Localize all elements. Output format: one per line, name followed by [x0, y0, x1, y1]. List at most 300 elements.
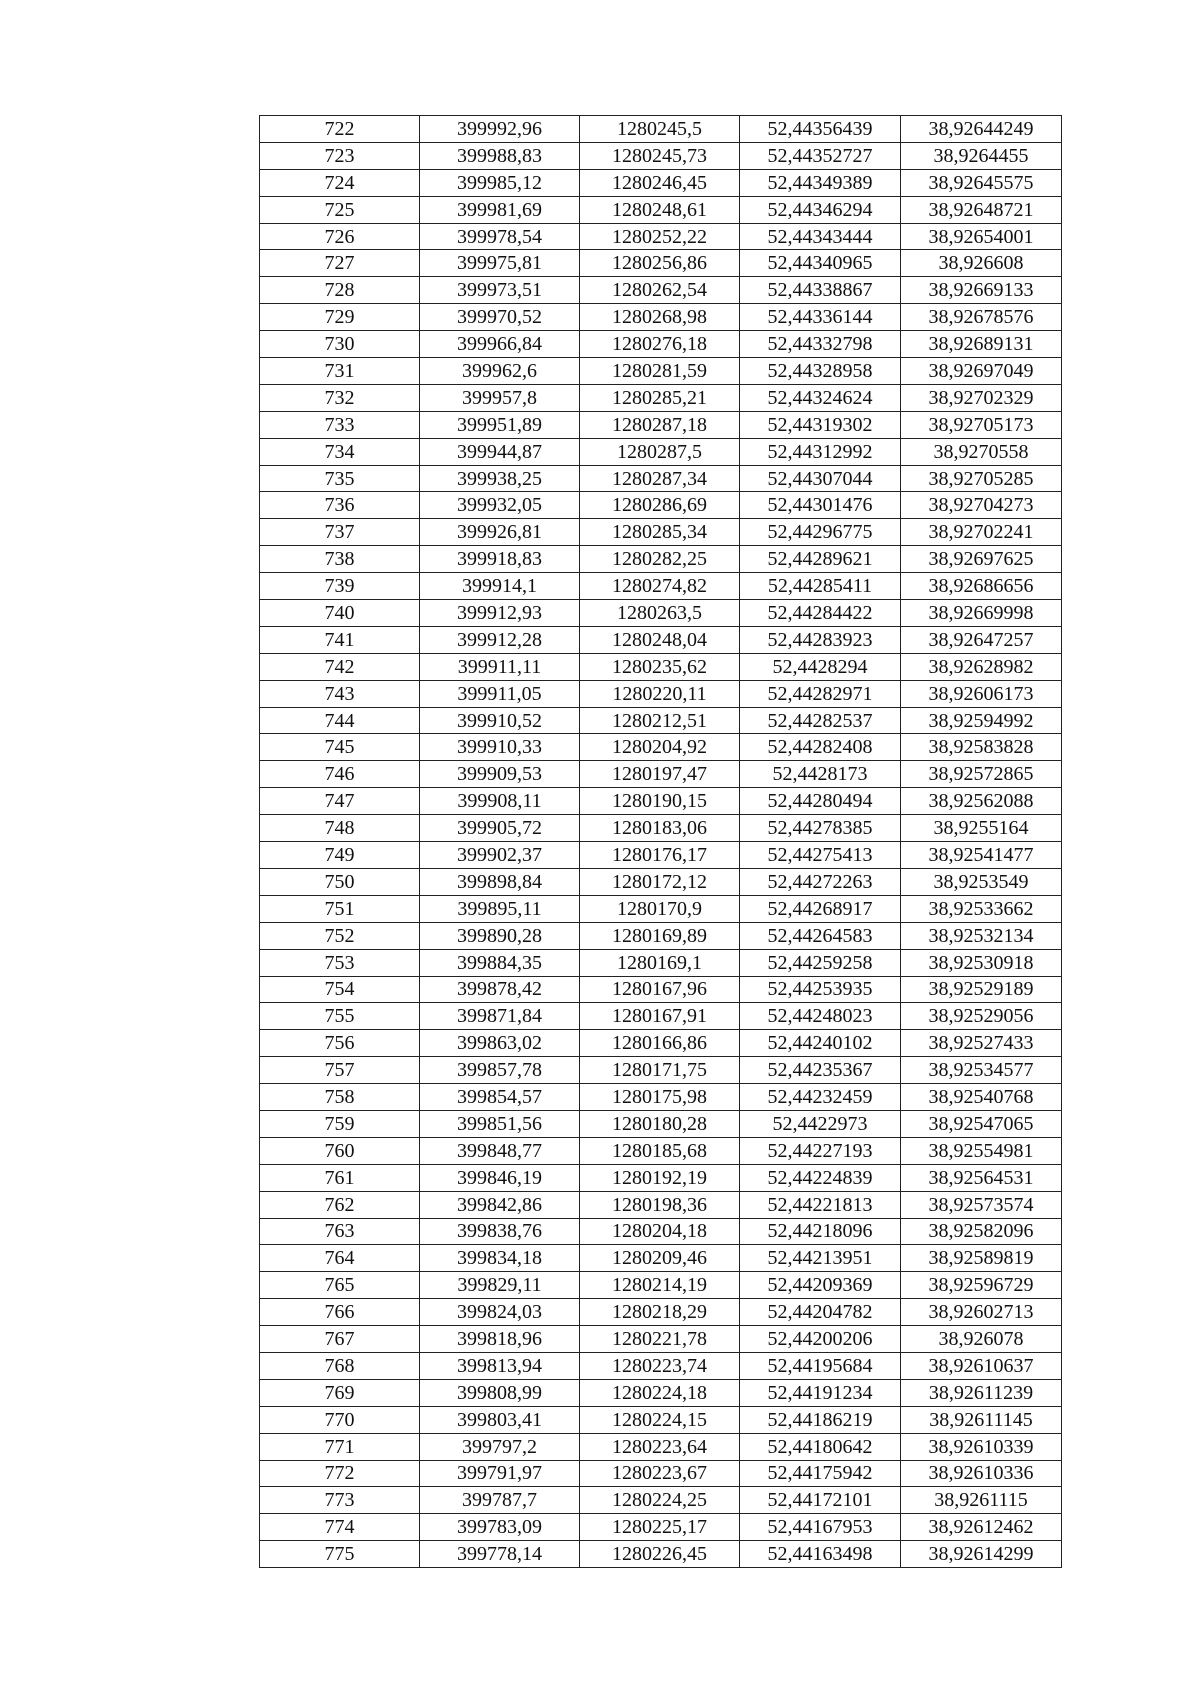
longitude-cell: 38,92611239 — [901, 1379, 1062, 1406]
point-number-cell: 762 — [260, 1191, 420, 1218]
x-coordinate-cell: 399871,84 — [420, 1003, 580, 1030]
table-row — [260, 304, 1062, 331]
y-coordinate-cell: 1280281,59 — [580, 358, 740, 385]
table-row — [260, 1541, 1062, 1568]
y-coordinate-cell: 1280169,1 — [580, 949, 740, 976]
x-coordinate-cell: 399791,97 — [420, 1460, 580, 1487]
latitude-cell: 52,44232459 — [740, 1084, 901, 1111]
x-coordinate-cell: 399918,83 — [420, 546, 580, 573]
y-coordinate-cell: 1280287,18 — [580, 411, 740, 438]
x-coordinate-cell: 399863,02 — [420, 1030, 580, 1057]
latitude-cell: 52,44227193 — [740, 1137, 901, 1164]
longitude-cell: 38,92554981 — [901, 1137, 1062, 1164]
x-coordinate-cell: 399797,2 — [420, 1433, 580, 1460]
x-coordinate-cell: 399973,51 — [420, 277, 580, 304]
latitude-cell: 52,44167953 — [740, 1514, 901, 1541]
x-coordinate-cell: 399813,94 — [420, 1352, 580, 1379]
x-coordinate-cell: 399912,93 — [420, 600, 580, 627]
x-coordinate-cell: 399910,52 — [420, 707, 580, 734]
point-number-cell: 731 — [260, 358, 420, 385]
longitude-cell: 38,92564531 — [901, 1164, 1062, 1191]
coordinates-table — [259, 115, 1062, 1568]
y-coordinate-cell: 1280287,5 — [580, 438, 740, 465]
y-coordinate-cell: 1280223,64 — [580, 1433, 740, 1460]
x-coordinate-cell: 399985,12 — [420, 169, 580, 196]
point-number-cell: 726 — [260, 223, 420, 250]
y-coordinate-cell: 1280235,62 — [580, 653, 740, 680]
y-coordinate-cell: 1280223,74 — [580, 1352, 740, 1379]
y-coordinate-cell: 1280166,86 — [580, 1030, 740, 1057]
y-coordinate-cell: 1280245,5 — [580, 116, 740, 143]
point-number-cell: 738 — [260, 546, 420, 573]
longitude-cell: 38,92533662 — [901, 895, 1062, 922]
latitude-cell: 52,44253935 — [740, 976, 901, 1003]
point-number-cell: 741 — [260, 626, 420, 653]
point-number-cell: 730 — [260, 331, 420, 358]
longitude-cell: 38,92573574 — [901, 1191, 1062, 1218]
longitude-cell: 38,92610336 — [901, 1460, 1062, 1487]
table-row — [260, 1379, 1062, 1406]
y-coordinate-cell: 1280252,22 — [580, 223, 740, 250]
longitude-cell: 38,92530918 — [901, 949, 1062, 976]
y-coordinate-cell: 1280223,67 — [580, 1460, 740, 1487]
longitude-cell: 38,92602713 — [901, 1299, 1062, 1326]
x-coordinate-cell: 399962,6 — [420, 358, 580, 385]
x-coordinate-cell: 399803,41 — [420, 1406, 580, 1433]
latitude-cell: 52,4428173 — [740, 761, 901, 788]
y-coordinate-cell: 1280286,69 — [580, 492, 740, 519]
table-row — [260, 465, 1062, 492]
y-coordinate-cell: 1280169,89 — [580, 922, 740, 949]
longitude-cell: 38,92606173 — [901, 680, 1062, 707]
longitude-cell: 38,92534577 — [901, 1057, 1062, 1084]
table-row — [260, 196, 1062, 223]
point-number-cell: 771 — [260, 1433, 420, 1460]
point-number-cell: 727 — [260, 250, 420, 277]
table-row — [260, 169, 1062, 196]
table-row — [260, 842, 1062, 869]
point-number-cell: 739 — [260, 573, 420, 600]
latitude-cell: 52,44235367 — [740, 1057, 901, 1084]
table-row — [260, 868, 1062, 895]
table-row — [260, 411, 1062, 438]
longitude-cell: 38,92589819 — [901, 1245, 1062, 1272]
x-coordinate-cell: 399878,42 — [420, 976, 580, 1003]
latitude-cell: 52,44289621 — [740, 546, 901, 573]
longitude-cell: 38,92610637 — [901, 1352, 1062, 1379]
point-number-cell: 756 — [260, 1030, 420, 1057]
table-row — [260, 600, 1062, 627]
point-number-cell: 725 — [260, 196, 420, 223]
table-row — [260, 1003, 1062, 1030]
latitude-cell: 52,44175942 — [740, 1460, 901, 1487]
y-coordinate-cell: 1280180,28 — [580, 1110, 740, 1137]
latitude-cell: 52,44356439 — [740, 116, 901, 143]
x-coordinate-cell: 399898,84 — [420, 868, 580, 895]
y-coordinate-cell: 1280175,98 — [580, 1084, 740, 1111]
longitude-cell: 38,92669133 — [901, 277, 1062, 304]
x-coordinate-cell: 399914,1 — [420, 573, 580, 600]
longitude-cell: 38,9253549 — [901, 868, 1062, 895]
x-coordinate-cell: 399951,89 — [420, 411, 580, 438]
longitude-cell: 38,92611145 — [901, 1406, 1062, 1433]
table-row — [260, 1137, 1062, 1164]
y-coordinate-cell: 1280226,45 — [580, 1541, 740, 1568]
y-coordinate-cell: 1280246,45 — [580, 169, 740, 196]
point-number-cell: 764 — [260, 1245, 420, 1272]
y-coordinate-cell: 1280245,73 — [580, 142, 740, 169]
latitude-cell: 52,44248023 — [740, 1003, 901, 1030]
point-number-cell: 737 — [260, 519, 420, 546]
y-coordinate-cell: 1280262,54 — [580, 277, 740, 304]
table-row — [260, 116, 1062, 143]
point-number-cell: 750 — [260, 868, 420, 895]
longitude-cell: 38,92702241 — [901, 519, 1062, 546]
point-number-cell: 743 — [260, 680, 420, 707]
table-row — [260, 1460, 1062, 1487]
longitude-cell: 38,9261115 — [901, 1487, 1062, 1514]
y-coordinate-cell: 1280224,15 — [580, 1406, 740, 1433]
table-row — [260, 1245, 1062, 1272]
y-coordinate-cell: 1280192,19 — [580, 1164, 740, 1191]
table-row — [260, 1110, 1062, 1137]
latitude-cell: 52,44343444 — [740, 223, 901, 250]
table-row — [260, 653, 1062, 680]
point-number-cell: 740 — [260, 600, 420, 627]
longitude-cell: 38,926608 — [901, 250, 1062, 277]
x-coordinate-cell: 399902,37 — [420, 842, 580, 869]
point-number-cell: 775 — [260, 1541, 420, 1568]
y-coordinate-cell: 1280220,11 — [580, 680, 740, 707]
latitude-cell: 52,44338867 — [740, 277, 901, 304]
y-coordinate-cell: 1280167,91 — [580, 1003, 740, 1030]
latitude-cell: 52,44285411 — [740, 573, 901, 600]
longitude-cell: 38,92529056 — [901, 1003, 1062, 1030]
table-row — [260, 573, 1062, 600]
latitude-cell: 52,44272263 — [740, 868, 901, 895]
x-coordinate-cell: 399842,86 — [420, 1191, 580, 1218]
latitude-cell: 52,44186219 — [740, 1406, 901, 1433]
point-number-cell: 767 — [260, 1326, 420, 1353]
x-coordinate-cell: 399975,81 — [420, 250, 580, 277]
latitude-cell: 52,44312992 — [740, 438, 901, 465]
y-coordinate-cell: 1280263,5 — [580, 600, 740, 627]
table-row — [260, 142, 1062, 169]
x-coordinate-cell: 399851,56 — [420, 1110, 580, 1137]
x-coordinate-cell: 399978,54 — [420, 223, 580, 250]
longitude-cell: 38,92702329 — [901, 384, 1062, 411]
latitude-cell: 52,44264583 — [740, 922, 901, 949]
point-number-cell: 751 — [260, 895, 420, 922]
x-coordinate-cell: 399890,28 — [420, 922, 580, 949]
point-number-cell: 773 — [260, 1487, 420, 1514]
y-coordinate-cell: 1280209,46 — [580, 1245, 740, 1272]
longitude-cell: 38,92582096 — [901, 1218, 1062, 1245]
point-number-cell: 759 — [260, 1110, 420, 1137]
table-row — [260, 1164, 1062, 1191]
longitude-cell: 38,92547065 — [901, 1110, 1062, 1137]
table-row — [260, 895, 1062, 922]
latitude-cell: 52,4428294 — [740, 653, 901, 680]
x-coordinate-cell: 399778,14 — [420, 1541, 580, 1568]
latitude-cell: 52,44328958 — [740, 358, 901, 385]
point-number-cell: 746 — [260, 761, 420, 788]
longitude-cell: 38,92705173 — [901, 411, 1062, 438]
x-coordinate-cell: 399938,25 — [420, 465, 580, 492]
latitude-cell: 52,44240102 — [740, 1030, 901, 1057]
y-coordinate-cell: 1280224,25 — [580, 1487, 740, 1514]
latitude-cell: 52,44204782 — [740, 1299, 901, 1326]
y-coordinate-cell: 1280285,21 — [580, 384, 740, 411]
table-row — [260, 1272, 1062, 1299]
point-number-cell: 752 — [260, 922, 420, 949]
x-coordinate-cell: 399944,87 — [420, 438, 580, 465]
longitude-cell: 38,92647257 — [901, 626, 1062, 653]
point-number-cell: 736 — [260, 492, 420, 519]
x-coordinate-cell: 399992,96 — [420, 116, 580, 143]
longitude-cell: 38,92669998 — [901, 600, 1062, 627]
table-row — [260, 1433, 1062, 1460]
point-number-cell: 749 — [260, 842, 420, 869]
x-coordinate-cell: 399970,52 — [420, 304, 580, 331]
latitude-cell: 52,44283923 — [740, 626, 901, 653]
table-row — [260, 519, 1062, 546]
y-coordinate-cell: 1280268,98 — [580, 304, 740, 331]
longitude-cell: 38,92705285 — [901, 465, 1062, 492]
latitude-cell: 52,44195684 — [740, 1352, 901, 1379]
table-row — [260, 331, 1062, 358]
longitude-cell: 38,92541477 — [901, 842, 1062, 869]
latitude-cell: 52,4422973 — [740, 1110, 901, 1137]
x-coordinate-cell: 399966,84 — [420, 331, 580, 358]
latitude-cell: 52,44336144 — [740, 304, 901, 331]
latitude-cell: 52,44346294 — [740, 196, 901, 223]
longitude-cell: 38,92654001 — [901, 223, 1062, 250]
y-coordinate-cell: 1280221,78 — [580, 1326, 740, 1353]
table-row — [260, 1299, 1062, 1326]
x-coordinate-cell: 399988,83 — [420, 142, 580, 169]
y-coordinate-cell: 1280276,18 — [580, 331, 740, 358]
x-coordinate-cell: 399818,96 — [420, 1326, 580, 1353]
table-row — [260, 707, 1062, 734]
latitude-cell: 52,44280494 — [740, 788, 901, 815]
y-coordinate-cell: 1280224,18 — [580, 1379, 740, 1406]
point-number-cell: 768 — [260, 1352, 420, 1379]
latitude-cell: 52,44163498 — [740, 1541, 901, 1568]
point-number-cell: 774 — [260, 1514, 420, 1541]
x-coordinate-cell: 399857,78 — [420, 1057, 580, 1084]
longitude-cell: 38,92614299 — [901, 1541, 1062, 1568]
latitude-cell: 52,44282971 — [740, 680, 901, 707]
x-coordinate-cell: 399848,77 — [420, 1137, 580, 1164]
latitude-cell: 52,44324624 — [740, 384, 901, 411]
x-coordinate-cell: 399911,11 — [420, 653, 580, 680]
coordinates-table-body — [260, 116, 1062, 1568]
table-row — [260, 1326, 1062, 1353]
y-coordinate-cell: 1280204,18 — [580, 1218, 740, 1245]
y-coordinate-cell: 1280176,17 — [580, 842, 740, 869]
y-coordinate-cell: 1280225,17 — [580, 1514, 740, 1541]
x-coordinate-cell: 399909,53 — [420, 761, 580, 788]
x-coordinate-cell: 399895,11 — [420, 895, 580, 922]
y-coordinate-cell: 1280274,82 — [580, 573, 740, 600]
table-row — [260, 1057, 1062, 1084]
table-row — [260, 1406, 1062, 1433]
point-number-cell: 728 — [260, 277, 420, 304]
latitude-cell: 52,44284422 — [740, 600, 901, 627]
point-number-cell: 723 — [260, 142, 420, 169]
point-number-cell: 772 — [260, 1460, 420, 1487]
table-row — [260, 976, 1062, 1003]
longitude-cell: 38,92628982 — [901, 653, 1062, 680]
y-coordinate-cell: 1280218,29 — [580, 1299, 740, 1326]
point-number-cell: 722 — [260, 116, 420, 143]
y-coordinate-cell: 1280256,86 — [580, 250, 740, 277]
table-row — [260, 250, 1062, 277]
latitude-cell: 52,44221813 — [740, 1191, 901, 1218]
point-number-cell: 742 — [260, 653, 420, 680]
y-coordinate-cell: 1280183,06 — [580, 815, 740, 842]
table-row — [260, 546, 1062, 573]
latitude-cell: 52,44268917 — [740, 895, 901, 922]
x-coordinate-cell: 399787,7 — [420, 1487, 580, 1514]
point-number-cell: 744 — [260, 707, 420, 734]
longitude-cell: 38,92697049 — [901, 358, 1062, 385]
x-coordinate-cell: 399834,18 — [420, 1245, 580, 1272]
table-row — [260, 358, 1062, 385]
y-coordinate-cell: 1280214,19 — [580, 1272, 740, 1299]
longitude-cell: 38,92529189 — [901, 976, 1062, 1003]
longitude-cell: 38,92648721 — [901, 196, 1062, 223]
y-coordinate-cell: 1280248,61 — [580, 196, 740, 223]
point-number-cell: 754 — [260, 976, 420, 1003]
y-coordinate-cell: 1280170,9 — [580, 895, 740, 922]
point-number-cell: 761 — [260, 1164, 420, 1191]
latitude-cell: 52,44352727 — [740, 142, 901, 169]
table-row — [260, 1487, 1062, 1514]
table-row — [260, 922, 1062, 949]
point-number-cell: 766 — [260, 1299, 420, 1326]
point-number-cell: 729 — [260, 304, 420, 331]
point-number-cell: 735 — [260, 465, 420, 492]
longitude-cell: 38,92527433 — [901, 1030, 1062, 1057]
table-row — [260, 949, 1062, 976]
point-number-cell: 732 — [260, 384, 420, 411]
table-row — [260, 1352, 1062, 1379]
point-number-cell: 753 — [260, 949, 420, 976]
x-coordinate-cell: 399854,57 — [420, 1084, 580, 1111]
x-coordinate-cell: 399783,09 — [420, 1514, 580, 1541]
y-coordinate-cell: 1280198,36 — [580, 1191, 740, 1218]
longitude-cell: 38,92562088 — [901, 788, 1062, 815]
point-number-cell: 733 — [260, 411, 420, 438]
table-row — [260, 1218, 1062, 1245]
table-row — [260, 1030, 1062, 1057]
table-row — [260, 492, 1062, 519]
y-coordinate-cell: 1280212,51 — [580, 707, 740, 734]
x-coordinate-cell: 399908,11 — [420, 788, 580, 815]
longitude-cell: 38,92612462 — [901, 1514, 1062, 1541]
longitude-cell: 38,92697625 — [901, 546, 1062, 573]
table-row — [260, 788, 1062, 815]
latitude-cell: 52,44224839 — [740, 1164, 901, 1191]
point-number-cell: 734 — [260, 438, 420, 465]
longitude-cell: 38,92644249 — [901, 116, 1062, 143]
latitude-cell: 52,44340965 — [740, 250, 901, 277]
table-row — [260, 1514, 1062, 1541]
y-coordinate-cell: 1280282,25 — [580, 546, 740, 573]
latitude-cell: 52,44275413 — [740, 842, 901, 869]
point-number-cell: 747 — [260, 788, 420, 815]
longitude-cell: 38,92686656 — [901, 573, 1062, 600]
x-coordinate-cell: 399911,05 — [420, 680, 580, 707]
y-coordinate-cell: 1280285,34 — [580, 519, 740, 546]
table-row — [260, 761, 1062, 788]
latitude-cell: 52,44180642 — [740, 1433, 901, 1460]
table-row — [260, 626, 1062, 653]
latitude-cell: 52,44282408 — [740, 734, 901, 761]
table-row — [260, 1191, 1062, 1218]
x-coordinate-cell: 399838,76 — [420, 1218, 580, 1245]
latitude-cell: 52,44301476 — [740, 492, 901, 519]
latitude-cell: 52,44319302 — [740, 411, 901, 438]
x-coordinate-cell: 399910,33 — [420, 734, 580, 761]
longitude-cell: 38,92689131 — [901, 331, 1062, 358]
latitude-cell: 52,44213951 — [740, 1245, 901, 1272]
table-row — [260, 438, 1062, 465]
y-coordinate-cell: 1280248,04 — [580, 626, 740, 653]
y-coordinate-cell: 1280185,68 — [580, 1137, 740, 1164]
latitude-cell: 52,44191234 — [740, 1379, 901, 1406]
latitude-cell: 52,44332798 — [740, 331, 901, 358]
longitude-cell: 38,926078 — [901, 1326, 1062, 1353]
x-coordinate-cell: 399905,72 — [420, 815, 580, 842]
x-coordinate-cell: 399846,19 — [420, 1164, 580, 1191]
longitude-cell: 38,92704273 — [901, 492, 1062, 519]
point-number-cell: 765 — [260, 1272, 420, 1299]
table-row — [260, 384, 1062, 411]
point-number-cell: 757 — [260, 1057, 420, 1084]
table-row — [260, 223, 1062, 250]
longitude-cell: 38,9264455 — [901, 142, 1062, 169]
x-coordinate-cell: 399884,35 — [420, 949, 580, 976]
latitude-cell: 52,44278385 — [740, 815, 901, 842]
latitude-cell: 52,44282537 — [740, 707, 901, 734]
y-coordinate-cell: 1280197,47 — [580, 761, 740, 788]
point-number-cell: 770 — [260, 1406, 420, 1433]
point-number-cell: 769 — [260, 1379, 420, 1406]
latitude-cell: 52,44296775 — [740, 519, 901, 546]
point-number-cell: 758 — [260, 1084, 420, 1111]
point-number-cell: 755 — [260, 1003, 420, 1030]
y-coordinate-cell: 1280204,92 — [580, 734, 740, 761]
x-coordinate-cell: 399932,05 — [420, 492, 580, 519]
longitude-cell: 38,9255164 — [901, 815, 1062, 842]
longitude-cell: 38,92532134 — [901, 922, 1062, 949]
x-coordinate-cell: 399829,11 — [420, 1272, 580, 1299]
point-number-cell: 760 — [260, 1137, 420, 1164]
latitude-cell: 52,44200206 — [740, 1326, 901, 1353]
latitude-cell: 52,44172101 — [740, 1487, 901, 1514]
y-coordinate-cell: 1280172,12 — [580, 868, 740, 895]
longitude-cell: 38,92583828 — [901, 734, 1062, 761]
latitude-cell: 52,44307044 — [740, 465, 901, 492]
point-number-cell: 748 — [260, 815, 420, 842]
x-coordinate-cell: 399981,69 — [420, 196, 580, 223]
y-coordinate-cell: 1280287,34 — [580, 465, 740, 492]
x-coordinate-cell: 399808,99 — [420, 1379, 580, 1406]
longitude-cell: 38,92610339 — [901, 1433, 1062, 1460]
